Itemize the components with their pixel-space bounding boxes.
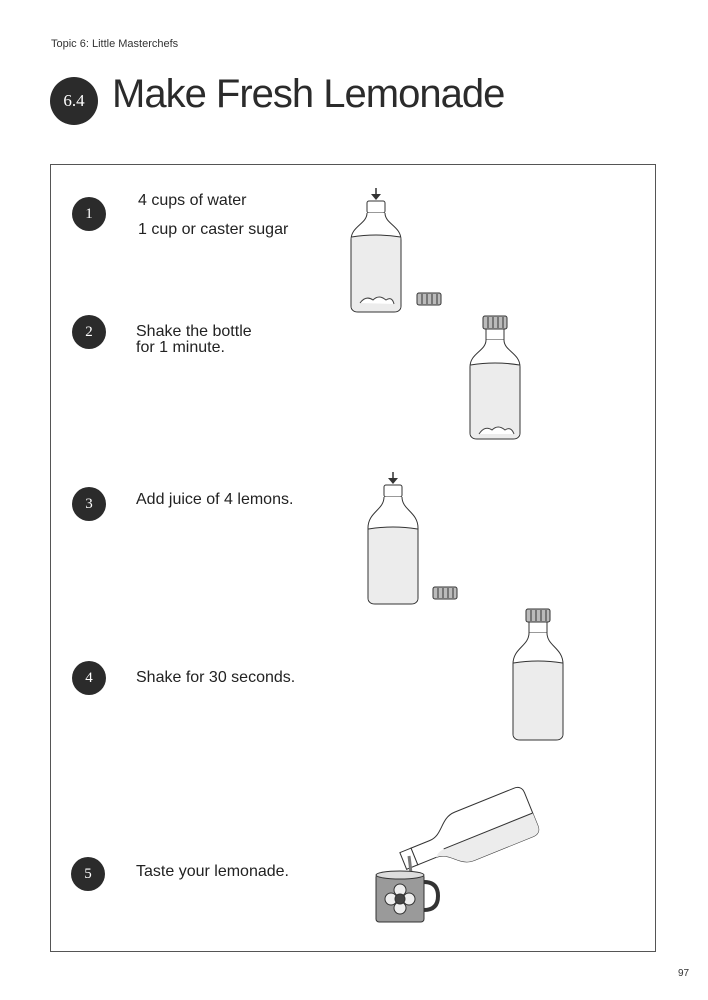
open-bottle-icon [346,188,406,314]
step-3-number: 3 [72,487,106,521]
open-bottle-juice-icon [363,472,423,606]
page-number: 97 [678,968,690,979]
pouring-lemonade-illustration [360,786,540,926]
step-5-number: 5 [71,857,105,891]
step-2-line-1: Shake the bottle [136,323,252,340]
bottle-cap-icon [432,586,458,600]
step-5-line-1: Taste your lemonade. [136,863,289,880]
topic-label: Topic 6: Little Masterchefs [51,38,179,50]
step-4-line-1: Shake for 30 seconds. [136,669,296,686]
step-2-number: 2 [72,315,106,349]
bottle-cap-icon [416,292,442,306]
capped-bottle-icon [465,315,525,441]
step-1-line-2: 1 cup or caster sugar [138,221,289,238]
step-3-line-1: Add juice of 4 lemons. [136,491,294,508]
step-1-number: 1 [72,197,106,231]
step-2-line-2: for 1 minute. [136,339,225,356]
lesson-number-badge: 6.4 [50,77,98,125]
step-4-number: 4 [72,661,106,695]
page-title: Make Fresh Lemonade [112,72,505,116]
capped-bottle-juice-icon [508,608,568,742]
step-1-line-1: 4 cups of water [138,192,247,209]
